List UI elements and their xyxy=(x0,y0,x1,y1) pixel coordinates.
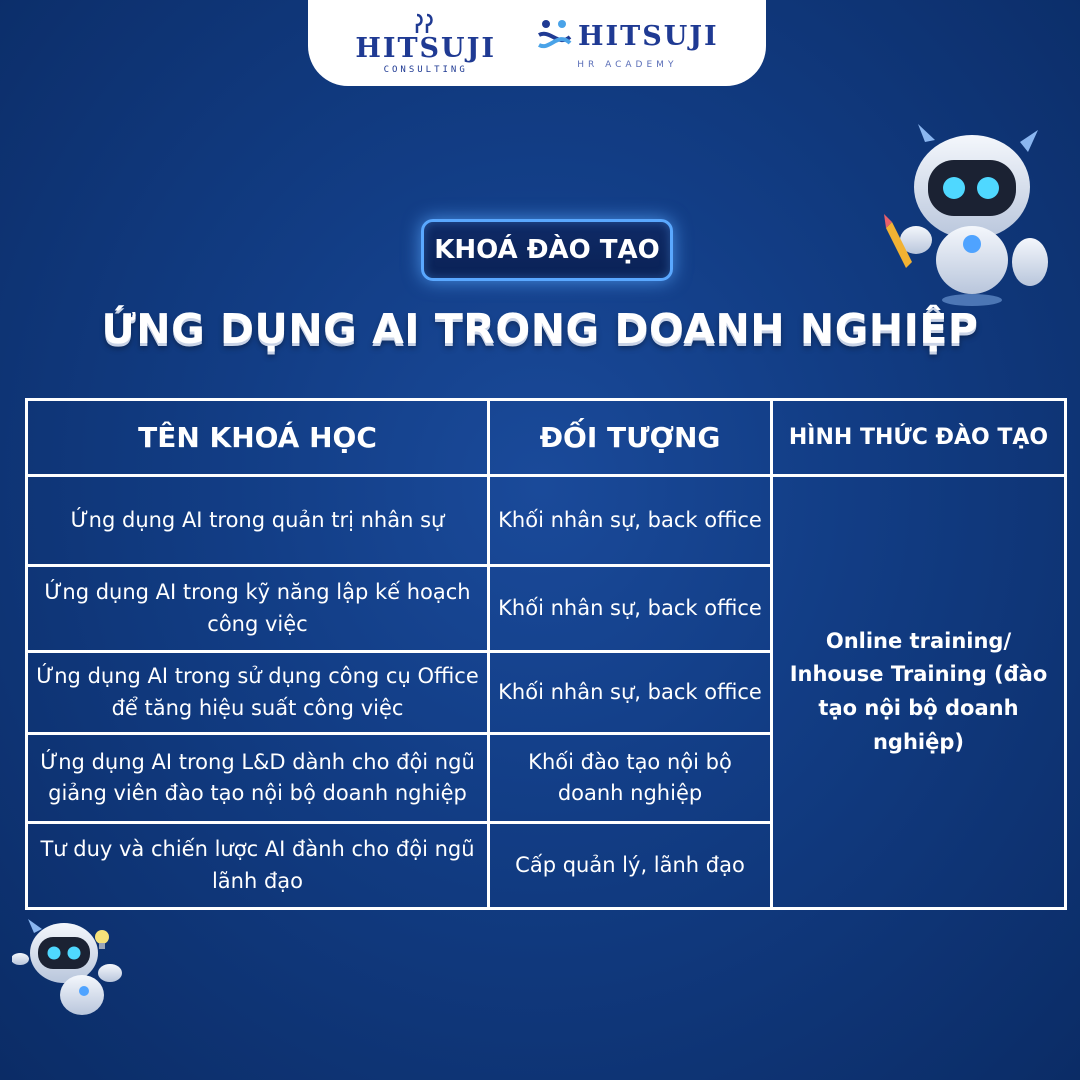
course-badge: KHOÁ ĐÀO TẠO xyxy=(421,219,673,281)
course-name-cell: Ứng dụng AI trong sử dụng công cụ Office để tăng hiệu suất công việc xyxy=(27,652,489,734)
training-mode-cell: Online training/ Inhouse Training (đào tạo nội bộ doanh nghiệp) xyxy=(772,476,1066,909)
robot-with-pencil-icon xyxy=(880,122,1060,307)
header-training-mode: HÌNH THỨC ĐÀO TẠO xyxy=(772,400,1066,476)
academy-logo-sub: HR ACADEMY xyxy=(577,59,678,70)
course-name-cell: Ứng dụng AI trong kỹ năng lập kế hoạch công việc xyxy=(27,566,489,652)
audience-cell: Khối nhân sự, back office xyxy=(489,476,772,566)
audience-cell: Khối nhân sự, back office xyxy=(489,566,772,652)
table-row xyxy=(27,476,1066,566)
robot-with-lightbulb-icon xyxy=(12,915,124,1020)
table-header-row xyxy=(27,400,1066,476)
course-name-cell: Tư duy và chiến lược AI đành cho đội ngũ lãnh đạo xyxy=(27,823,489,909)
header-course-name: TÊN KHOÁ HỌC xyxy=(27,400,489,476)
consulting-logo-sub: CONSULTING xyxy=(383,65,468,75)
consulting-logo-name: HITSUJI xyxy=(355,33,496,64)
dp-mark-icon xyxy=(411,11,441,35)
audience-cell: Khối nhân sự, back office xyxy=(489,652,772,734)
audience-cell: Khối đào tạo nội bộ doanh nghiệp xyxy=(489,734,772,823)
course-table xyxy=(25,398,1067,910)
hitsuji-consulting-logo xyxy=(355,11,496,75)
academy-logo-name: HITSUJI xyxy=(578,21,719,52)
course-name-cell: Ứng dụng AI trong L&D dành cho đội ngũ giảng viên đào tạo nội bộ doanh nghiệp xyxy=(27,734,489,823)
figure-mark-icon xyxy=(536,17,574,57)
course-name-cell: Ứng dụng AI trong quản trị nhân sự xyxy=(27,476,489,566)
header-audience: ĐỐI TƯỢNG xyxy=(489,400,772,476)
hitsuji-hr-academy-logo xyxy=(536,17,719,70)
page-title: ỨNG DỤNG AI TRONG DOANH NGHIỆP xyxy=(101,305,979,353)
logo-bar xyxy=(308,0,766,86)
audience-cell: Cấp quản lý, lãnh đạo xyxy=(489,823,772,909)
